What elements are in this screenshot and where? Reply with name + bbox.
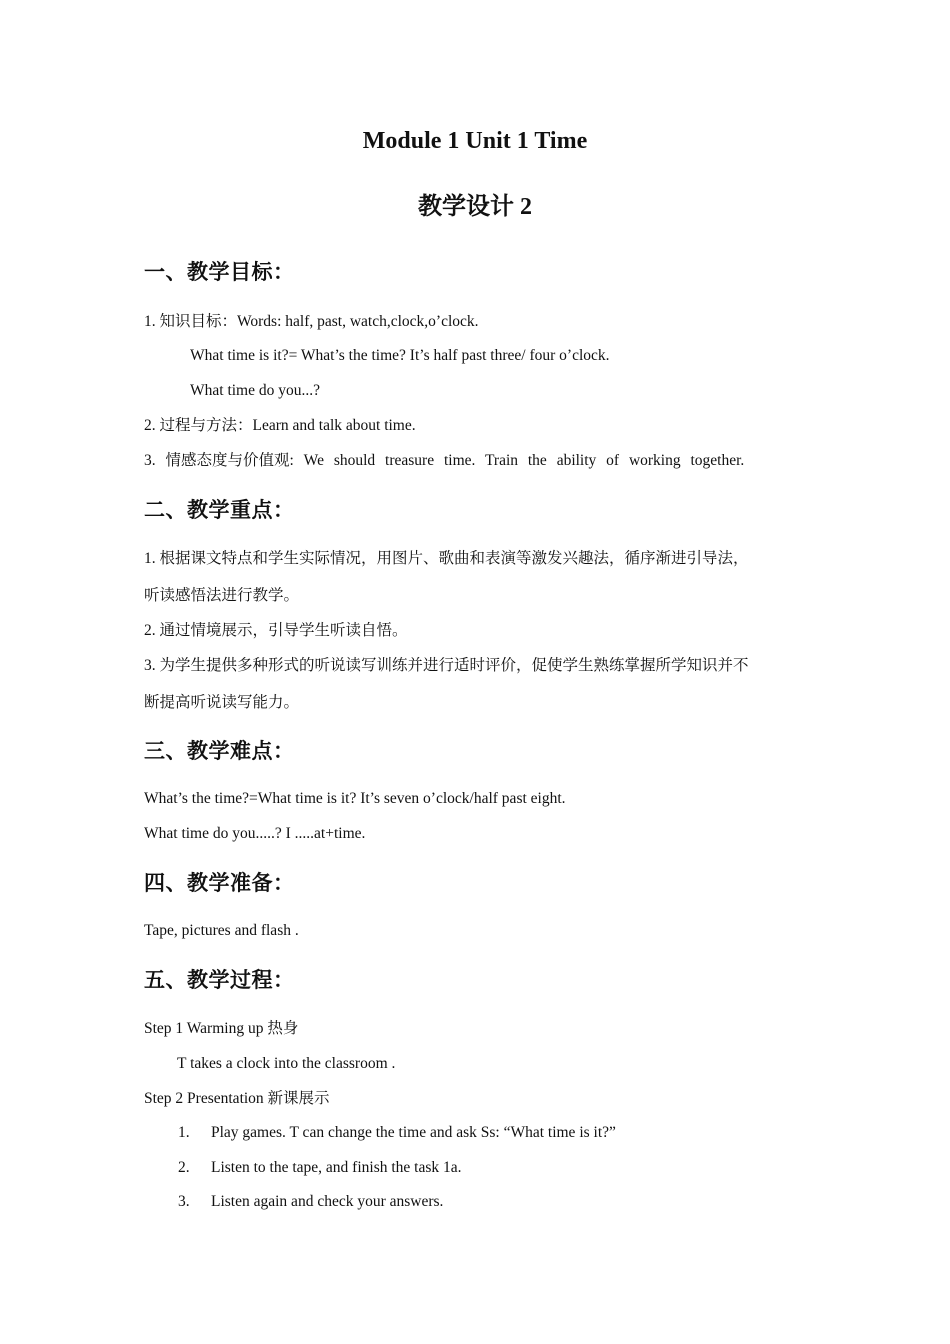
list-item (178, 1123, 616, 1143)
procedure-line: T takes a clock into the classroom . (177, 1055, 396, 1072)
list-item (178, 1192, 443, 1212)
list-item (178, 1158, 462, 1178)
objective-line: What time do you...? (190, 382, 320, 399)
key-point-line: 断提高听说读写能力。 (144, 694, 300, 711)
list-item-text: Listen to the tape, and finish the task 1a. (211, 1159, 462, 1176)
key-point-line: 1. 根据课文特点和学生实际情况，用图片、歌曲和表演等激发兴趣法，循序渐进引导法， (144, 550, 749, 567)
key-point-line: 2. 通过情境展示，引导学生听读自悟。 (144, 622, 408, 639)
list-item-number: 1. (178, 1124, 190, 1141)
section-heading-preparation: 四、教学准备： (144, 871, 295, 895)
objective-line: What time is it?= What’s the time? It’s half past three/ four o’clock. (190, 347, 610, 364)
section-heading-difficulties: 三、教学难点： (144, 739, 295, 763)
objective-line: 2. 过程与方法：Learn and talk about time. (144, 417, 416, 434)
procedure-step-heading: Step 1 Warming up 热身 (144, 1020, 299, 1037)
objective-line: 1. 知识目标：Words: half, past, watch,clock,o’clock. (144, 313, 479, 330)
procedure-step-heading: Step 2 Presentation 新课展示 (144, 1090, 330, 1107)
list-item-number: 3. (178, 1193, 190, 1210)
list-item-text: Listen again and check your answers. (211, 1193, 444, 1210)
objective-line: 3. 情感态度与价值观: We should treasure time. Train the ability of working together. (144, 452, 745, 469)
document-subtitle: 教学设计 2 (418, 194, 532, 220)
document-title: Module 1 Unit 1 Time (362, 128, 588, 154)
section-heading-procedure: 五、教学过程： (144, 968, 295, 992)
difficulty-line: What time do you.....? I .....at+time. (144, 825, 366, 842)
list-item-text: Play games. T can change the time and ask Ss: “What time is it?” (211, 1124, 616, 1141)
key-point-line: 听读感悟法进行教学。 (144, 587, 300, 604)
list-item-number: 2. (178, 1159, 190, 1176)
difficulty-line: What’s the time?=What time is it? It’s seven o’clock/half past eight. (144, 790, 566, 807)
key-point-line: 3. 为学生提供多种形式的听说读写训练并进行适时评价，促使学生熟练掌握所学知识并不 (144, 657, 749, 674)
section-heading-objectives: 一、教学目标： (144, 260, 295, 284)
section-heading-key-points: 二、教学重点： (144, 498, 295, 522)
preparation-line: Tape, pictures and flash . (144, 922, 299, 939)
